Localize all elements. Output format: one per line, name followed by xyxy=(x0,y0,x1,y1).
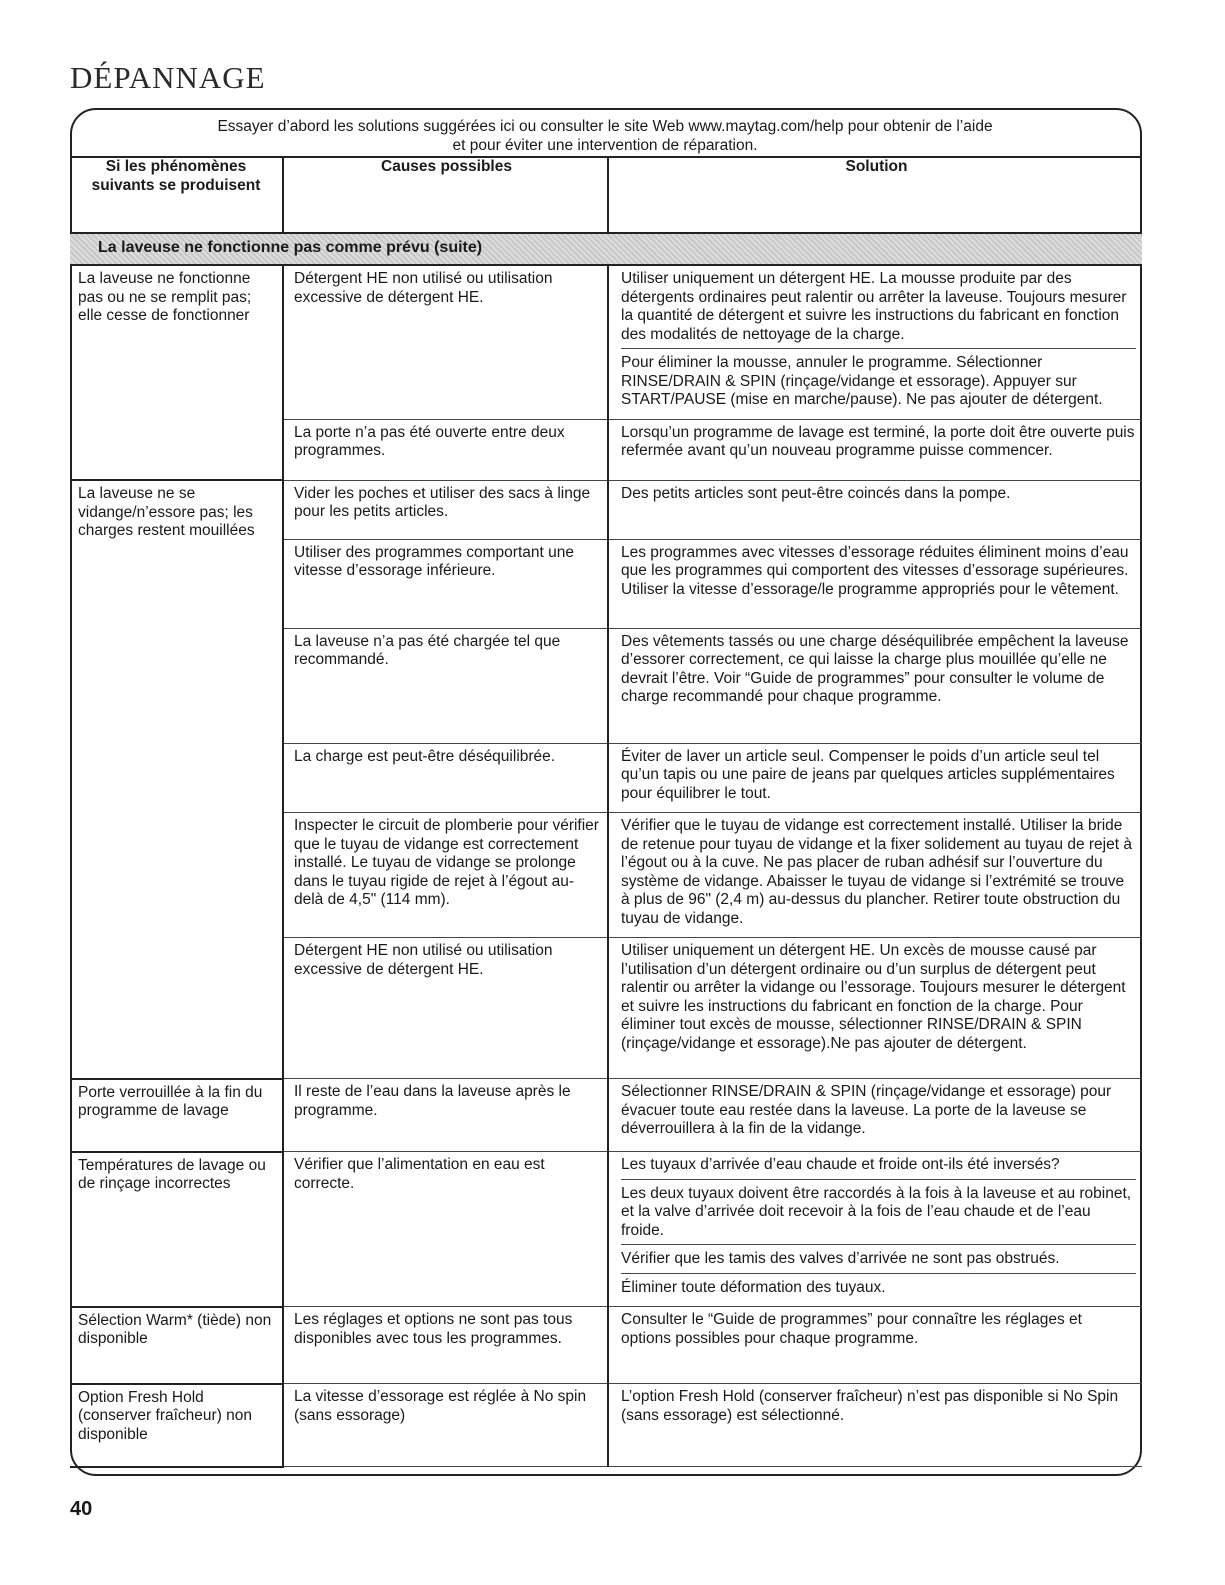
cause-cell: La vitesse d’essorage est réglée à No spin (sans essorage) xyxy=(283,1384,608,1467)
intro-line-1: Essayer d’abord les solutions suggérées ici ou consulter le site Web www.maytag.com/help pour obtenir de l’aide xyxy=(217,118,993,135)
solution-cell xyxy=(608,419,1142,480)
table-row xyxy=(70,1079,1142,1152)
solution-text: Vérifier que le tuyau de vidange est correctement installé. Utiliser la bride de retenue pour tuyau de vidange et la fixer solidement au tuyau de rejet à l’égout ou à la cuve. Ne pas placer de ruban adhésif sur l’ouverture du système de vidange. Abaisser le tuyau de vidange si l’extrémité se trouve à plus de 96" (2,4 m) au-dessus du plancher. Retirer toute obstruction du tuyau de vidange. xyxy=(621,817,1132,927)
solution-cell xyxy=(608,539,1142,628)
solution-cell xyxy=(608,938,1142,1079)
header-causes: Causes possibles xyxy=(283,157,608,233)
solution-text: Consulter le “Guide de programmes” pour connaître les réglages et options possibles pour chaque programme. xyxy=(621,1311,1082,1347)
cause-cell: Vérifier que l’alimentation en eau est correcte. xyxy=(283,1152,608,1307)
page-title: DÉPANNAGE xyxy=(70,60,266,95)
solution-cell xyxy=(608,1307,1142,1384)
intro-line-2: et pour éviter une intervention de réparation. xyxy=(452,137,758,154)
section-row xyxy=(70,233,1142,265)
solution-text: Des petits articles sont peut-être coincés dans la pompe. xyxy=(621,484,1011,502)
table-row xyxy=(70,265,1142,419)
table-row xyxy=(70,480,1142,539)
cause-cell: La charge est peut-être déséquilibrée. xyxy=(283,743,608,813)
section-title: La laveuse ne fonctionne pas comme prévu (suite) xyxy=(98,239,483,256)
solution-cell xyxy=(608,480,1142,539)
problem-cell: Températures de lavage ou de rinçage incorrectes xyxy=(70,1152,283,1307)
problem-cell: Porte verrouillée à la fin du programme de lavage xyxy=(70,1079,283,1152)
solution-text: Les tuyaux d’arrivée d’eau chaude et froide ont-ils été inversés? xyxy=(621,1156,1136,1180)
problem-cell: Sélection Warm* (tiède) non disponible xyxy=(70,1307,283,1384)
page-number: 40 xyxy=(70,1498,93,1520)
solution-text: Éliminer toute déformation des tuyaux. xyxy=(621,1278,886,1296)
solution-text: Vérifier que les tamis des valves d’arrivée ne sont pas obstrués. xyxy=(621,1250,1136,1274)
cause-cell: La laveuse n’a pas été chargée tel que recommandé. xyxy=(283,628,608,743)
header-problem: Si les phénomènes suivants se produisent xyxy=(70,157,283,233)
cause-cell: Détergent HE non utilisé ou utilisation excessive de détergent HE. xyxy=(283,265,608,419)
header-solution: Solution xyxy=(608,157,1142,233)
cause-cell: Inspecter le circuit de plomberie pour vérifier que le tuyau de vidange est correctement installé. Le tuyau de vidange se prolonge dans le tuyau rigide de rejet à l’égout au-delà de 4,5" (114 mm). xyxy=(283,813,608,938)
solution-text: L’option Fresh Hold (conserver fraîcheur) n’est pas disponible si No Spin (sans essorage) est sélectionné. xyxy=(621,1388,1119,1424)
cause-cell: Utiliser des programmes comportant une vitesse d’essorage inférieure. xyxy=(283,539,608,628)
table-row xyxy=(70,1152,1142,1307)
solution-cell xyxy=(608,743,1142,813)
solution-text: Utiliser uniquement un détergent HE. Un excès de mousse causé par l’utilisation d’un détergent ordinaire ou d’un surplus de détergent peut ralentir ou arrêter la vidange ou l’essorage. Toujours mesurer le détergent et suivre les instructions du fabricant en fonction de la charge. Pour éliminer tout excès de mousse, sélectionner RINSE/DRAIN & SPIN (rinçage/vidange et essorage).Ne pas ajouter de détergent. xyxy=(621,942,1126,1052)
solution-cell xyxy=(608,628,1142,743)
solution-cell xyxy=(608,1152,1142,1307)
solution-cell xyxy=(608,813,1142,938)
solution-cell xyxy=(608,265,1142,419)
cause-cell: Détergent HE non utilisé ou utilisation excessive de détergent HE. xyxy=(283,938,608,1079)
solution-text: Les deux tuyaux doivent être raccordés à la fois à la laveuse et au robinet, et la valve d’arrivée doit recevoir à la fois de l’eau chaude et de l’eau froide. xyxy=(621,1185,1136,1246)
solution-cell xyxy=(608,1079,1142,1152)
solution-text: Des vêtements tassés ou une charge déséquilibrée empêchent la laveuse d’essorer correctement, ce qui laisse la charge plus mouillée qu’elle ne devrait l’être. Voir “Guide de programmes” pour consulter le volume de charge recommandé pour chaque programme. xyxy=(621,632,1129,705)
cause-cell: Les réglages et options ne sont pas tous disponibles avec tous les programmes. xyxy=(283,1307,608,1384)
solution-text: Éviter de laver un article seul. Compenser le poids d’un article seul tel qu’un tapis ou une paire de jeans par quelques articles supplémentaires pour équilibrer le tout. xyxy=(621,747,1115,802)
solution-text: Pour éliminer la mousse, annuler le programme. Sélectionner RINSE/DRAIN & SPIN (rinçage/vidange et essorage). Appuyer sur START/PAUSE (mise en marche/pause). Ne pas ajouter de détergent. xyxy=(621,354,1103,408)
problem-cell: La laveuse ne fonctionne pas ou ne se remplit pas; elle cesse de fonctionner xyxy=(70,265,283,480)
problem-cell: Option Fresh Hold (conserver fraîcheur) non disponible xyxy=(70,1384,283,1467)
solution-text: Lorsqu’un programme de lavage est terminé, la porte doit être ouverte puis refermée avant qu’un nouveau programme puisse commencer. xyxy=(621,423,1135,459)
solution-text: Utiliser uniquement un détergent HE. La mousse produite par des détergents ordinaires peut ralentir ou arrêter la laveuse. Toujours mesurer la quantité de détergent et suivre les instructions du fabricant en fonction des modalités de nettoyage de la charge. xyxy=(621,270,1136,349)
solution-text: Les programmes avec vitesses d’essorage réduites éliminent moins d’eau que les programmes qui comportent des vitesses d’essorage supérieures. Utiliser la vitesse d’essorage/le programme appropriés pour le vêtement. xyxy=(621,543,1129,598)
cause-cell: La porte n’a pas été ouverte entre deux programmes. xyxy=(283,419,608,480)
table-row xyxy=(70,1384,1142,1467)
table-header-row xyxy=(70,157,1142,233)
solution-text: Sélectionner RINSE/DRAIN & SPIN (rinçage/vidange et essorage) pour évacuer toute eau restée dans la laveuse. La porte de la laveuse se déverrouillera à la fin de la vidange. xyxy=(621,1083,1112,1137)
table-body xyxy=(70,265,1142,1467)
intro-text xyxy=(100,117,1110,155)
troubleshooting-table xyxy=(70,156,1142,1468)
cause-cell: Vider les poches et utiliser des sacs à linge pour les petits articles. xyxy=(283,480,608,539)
table-row xyxy=(70,1307,1142,1384)
solution-cell xyxy=(608,1384,1142,1467)
problem-cell: La laveuse ne se vidange/n’essore pas; les charges restent mouillées xyxy=(70,480,283,1079)
cause-cell: Il reste de l’eau dans la laveuse après le programme. xyxy=(283,1079,608,1152)
